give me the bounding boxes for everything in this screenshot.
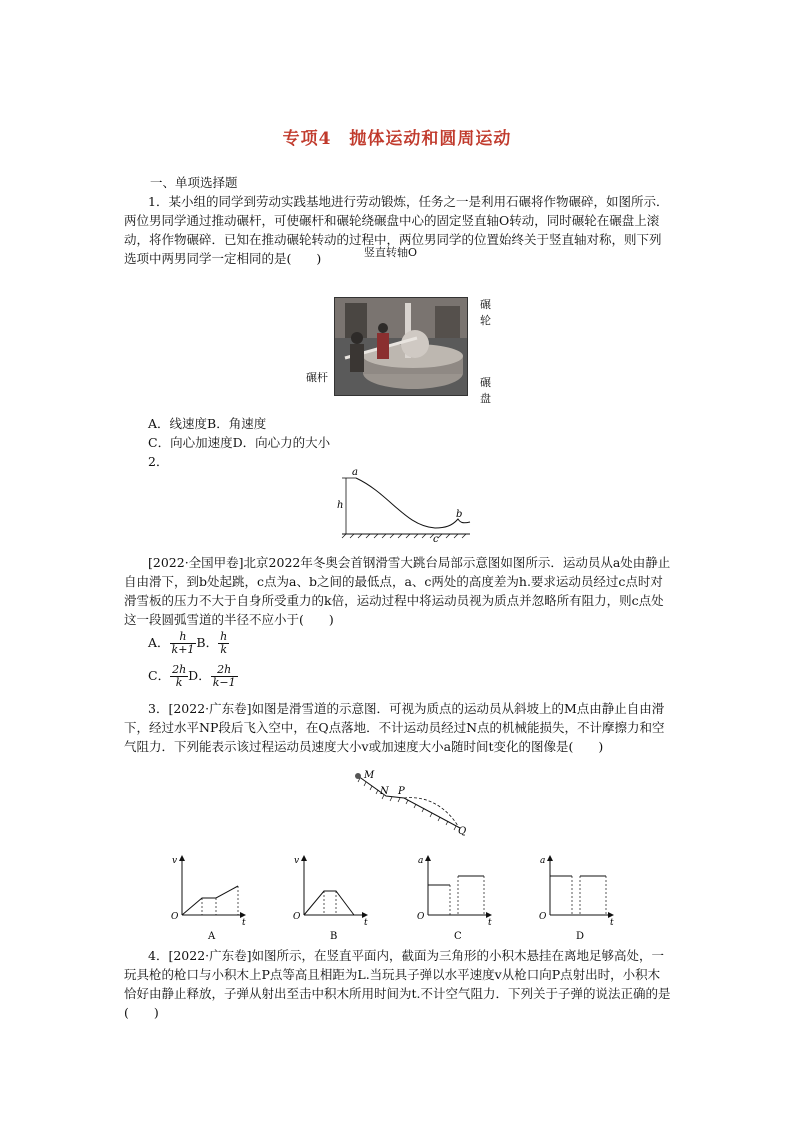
label-a: a bbox=[352, 467, 358, 478]
graph-D-label: D bbox=[576, 931, 585, 942]
option-d-denominator: k−1 bbox=[212, 676, 236, 689]
option-c-numerator: 2h bbox=[172, 663, 187, 676]
option-a-denominator: k+1 bbox=[171, 643, 195, 656]
graph-C-label: C bbox=[454, 931, 462, 942]
question-2-stem: [2022·全国甲卷]北京2022年冬奥会首钢滑雪大跳台局部示意图如图所示．运动员从a处由静止自由滑下，到b处起跳，c点为a、b之间的最低点，a、c两处的高度差为h.要求运动员经过c点时对滑雪板的压力不大于自身所受重力的k倍，运动过程中将运动员视为质点并忽略所有阻力，则c点处这一段圆弧雪道的半径不应小于( ) bbox=[124, 555, 671, 627]
label-disk: 碾盘 bbox=[480, 376, 491, 405]
question-1-options-cd: C．向心加速度D．向心力的大小 bbox=[148, 435, 331, 450]
graph-D bbox=[536, 853, 616, 943]
graph-B-ylabel: v bbox=[294, 856, 300, 866]
label-vertical-axis: 竖直转轴O bbox=[364, 246, 418, 259]
graph-D-xlabel: t bbox=[610, 918, 614, 928]
ski-slope-diagram bbox=[340, 770, 490, 840]
label-P: P bbox=[398, 786, 405, 797]
option-c-denominator: k bbox=[175, 676, 183, 689]
label-rod: 碾杆 bbox=[306, 371, 328, 384]
option-b-numerator: h bbox=[220, 630, 228, 643]
option-a-label: A． bbox=[148, 635, 170, 650]
question-4-stem: 4．[2022·广东卷]如图所示，在竖直平面内，截面为三角形的小积木悬挂在离地足够高处，一玩具枪的枪口与小积木上P点等高且相距为L.当玩具子弹以水平速度v从枪口向P点射出时，小积木恰好由静止释放，子弹从射出至击中积木所用时间为t.不计空气阻力．下列关于子弹的说法正确的是( ) bbox=[124, 948, 671, 1020]
question-1-stem: 1．某小组的同学到劳动实践基地进行劳动锻炼，任务之一是利用石碾将作物碾碎，如图所示．两位男同学通过推动碾杆，可使碾杆和碾轮绕碾盘中心的固定竖直轴O转动，同时碾轮在碾盘上滚动，将作物碾碎．已知在推动碾轮转动的过程中，两位男同学的位置始终关于竖直轴对称，则下列选项中两男同学一定相同的是( ) bbox=[124, 194, 669, 266]
option-c-label: C． bbox=[148, 668, 171, 683]
graph-B-origin: O bbox=[293, 912, 301, 922]
section-heading: 一、单项选择题 bbox=[150, 175, 238, 190]
graph-A-origin: O bbox=[171, 912, 179, 922]
option-d-fraction bbox=[211, 664, 238, 689]
option-d-label: D． bbox=[188, 668, 211, 683]
graph-A-xlabel: t bbox=[242, 918, 246, 928]
label-c: c bbox=[433, 534, 439, 544]
graph-B-label: B bbox=[330, 931, 338, 942]
stone-mill-photo bbox=[334, 297, 468, 396]
graph-D-origin: O bbox=[539, 912, 547, 922]
option-b-denominator: k bbox=[220, 643, 227, 656]
option-a-numerator: h bbox=[170, 631, 197, 644]
graph-C-ylabel: a bbox=[418, 856, 424, 866]
label-b: b bbox=[456, 509, 463, 520]
page-title: 专项4 抛体运动和圆周运动 bbox=[282, 129, 512, 149]
label-Q: Q bbox=[458, 826, 467, 837]
question-3-stem: 3．[2022·广东卷]如图是滑雪道的示意图．可视为质点的运动员从斜坡上的M点由静止自由滑下，经过水平NP段后飞入空中，在Q点落地．不计运动员经过N点的机械能损失，不计摩擦力和空气阻力．下列能表示该过程运动员速度大小v或加速度大小a随时间t变化的图像是( ) bbox=[124, 701, 665, 754]
option-d-numerator: 2h bbox=[211, 664, 238, 677]
option-b-fraction bbox=[218, 631, 229, 656]
option-b-label: B． bbox=[196, 635, 219, 650]
graph-C bbox=[414, 853, 494, 943]
question-1-options-ab: A．线速度B．角速度 bbox=[148, 416, 267, 431]
graph-B bbox=[290, 853, 370, 943]
graph-A bbox=[168, 853, 248, 943]
graph-B-xlabel: t bbox=[364, 918, 368, 928]
option-a-fraction bbox=[170, 631, 197, 656]
graph-A-label: A bbox=[208, 931, 216, 942]
label-M: M bbox=[364, 770, 375, 781]
label-N: N bbox=[380, 786, 389, 797]
graph-A-ylabel: v bbox=[172, 856, 178, 866]
question-2-options-cd bbox=[148, 661, 238, 691]
question-2-options-ab bbox=[148, 628, 229, 658]
ski-jump-diagram bbox=[330, 464, 480, 544]
label-h: h bbox=[337, 500, 344, 511]
graph-C-origin: O bbox=[417, 912, 425, 922]
question-1-figure bbox=[300, 244, 500, 405]
graph-C-xlabel: t bbox=[488, 918, 492, 928]
graph-D-ylabel: a bbox=[540, 856, 546, 866]
label-wheel: 碾轮 bbox=[480, 298, 491, 327]
question-2-number: 2． bbox=[148, 454, 169, 469]
option-c-fraction bbox=[170, 664, 188, 689]
